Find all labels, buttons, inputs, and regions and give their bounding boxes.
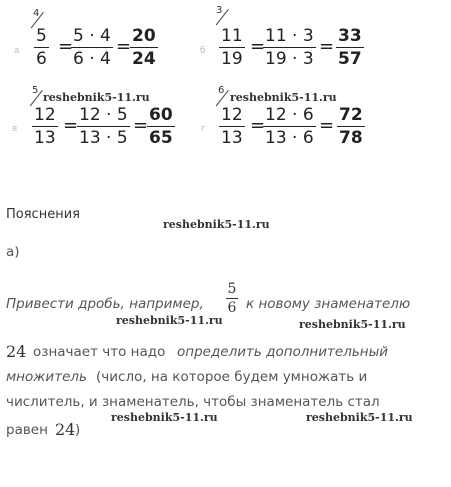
fraction-b-original: 11 19 bbox=[221, 26, 243, 69]
multiplier-b: 3 bbox=[216, 5, 223, 16]
multiplier-a: 4 bbox=[33, 8, 40, 19]
example-fraction: 5 6 bbox=[227, 281, 237, 316]
explanation-line5-start: равен bbox=[6, 422, 48, 438]
part-label: а) bbox=[6, 244, 20, 260]
watermark: reshebnik5-11.ru bbox=[230, 91, 337, 104]
equals-sign: = bbox=[250, 115, 266, 136]
equals-sign: = bbox=[116, 36, 132, 57]
watermark: reshebnik5-11.ru bbox=[111, 411, 218, 424]
watermark: reshebnik5-11.ru bbox=[306, 411, 413, 424]
explanation-line3-start: множитель bbox=[6, 369, 87, 385]
fraction-b-result: 33 57 bbox=[338, 26, 362, 69]
fraction-a-result: 20 24 bbox=[132, 26, 156, 69]
watermark: reshebnik5-11.ru bbox=[43, 91, 150, 104]
example-label-c: в bbox=[12, 124, 18, 134]
watermark: reshebnik5-11.ru bbox=[116, 314, 223, 327]
fraction-c-original: 12 13 bbox=[34, 105, 56, 148]
explanation-line5-end: ) bbox=[75, 422, 81, 438]
equals-sign: = bbox=[250, 36, 266, 57]
multiplier-c: 5 bbox=[32, 85, 39, 96]
fraction-d-original: 12 13 bbox=[221, 105, 243, 148]
fraction-d-result: 72 78 bbox=[339, 105, 363, 148]
example-label-d: г bbox=[201, 124, 206, 134]
multiplier-d: 6 bbox=[218, 85, 225, 96]
equals-sign: = bbox=[133, 115, 149, 136]
target-denominator: 24 bbox=[6, 342, 27, 361]
explanation-line4: числитель, и знаменатель, чтобы знаменатель стал bbox=[6, 394, 380, 410]
fraction-a-original: 5 6 bbox=[36, 26, 47, 69]
explanation-line1-end: к новому знаменателю bbox=[246, 296, 411, 312]
example-label-a: а bbox=[14, 46, 20, 56]
explanation-title: Пояснения bbox=[6, 207, 80, 222]
explanation-line2-start: означает что надо bbox=[33, 344, 166, 360]
example-label-b: б bbox=[200, 46, 206, 56]
explanation-line2-end: определить дополнительный bbox=[177, 344, 389, 360]
watermark: reshebnik5-11.ru bbox=[299, 318, 406, 331]
equals-sign: = bbox=[63, 115, 79, 136]
fraction-a-multiplied: 5 · 4 6 · 4 bbox=[73, 26, 111, 69]
fraction-c-multiplied: 12 · 5 13 · 5 bbox=[79, 105, 128, 148]
equals-sign: = bbox=[319, 115, 335, 136]
explanation-line5-number: 24 bbox=[55, 420, 76, 439]
watermark: reshebnik5-11.ru bbox=[163, 218, 270, 231]
equals-sign: = bbox=[319, 36, 335, 57]
fraction-b-multiplied: 11 · 3 19 · 3 bbox=[265, 26, 314, 69]
explanation-line3-end: (число, на которое будем умножать и bbox=[96, 369, 368, 385]
explanation-line1-start: Привести дробь, например, bbox=[6, 296, 204, 312]
fraction-d-multiplied: 12 · 6 13 · 6 bbox=[265, 105, 314, 148]
fraction-c-result: 60 65 bbox=[149, 105, 173, 148]
equals-sign: = bbox=[58, 36, 74, 57]
